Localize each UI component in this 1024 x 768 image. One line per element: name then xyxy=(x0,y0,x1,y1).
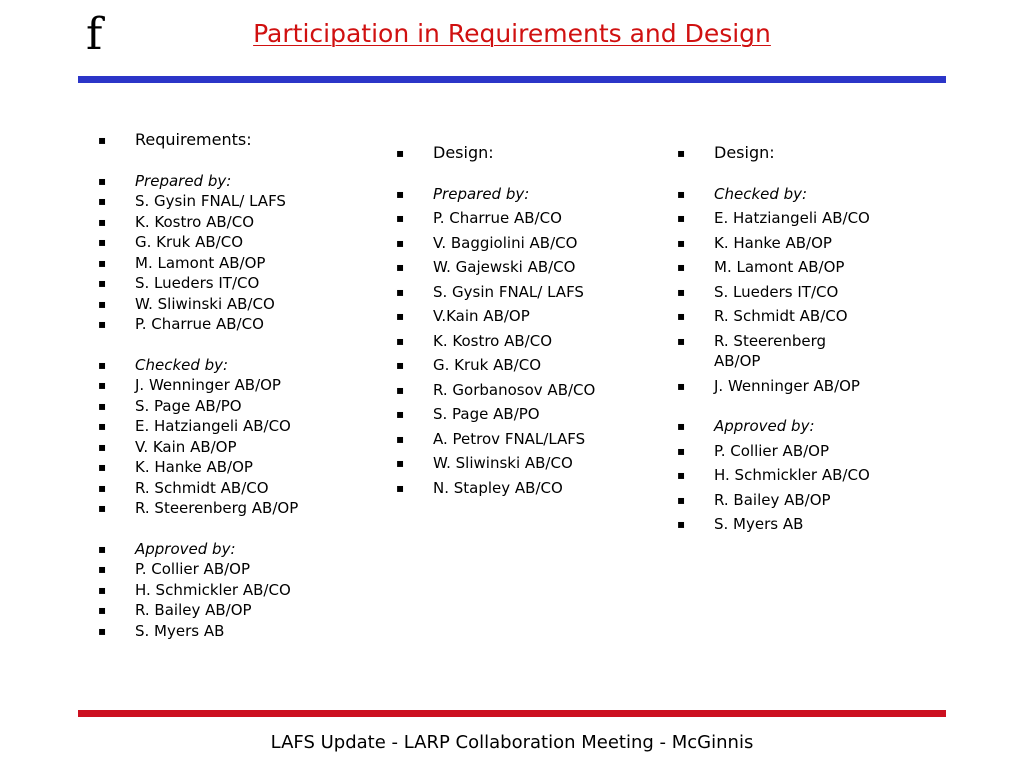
list-item: ▪ S. Lueders IT/CO xyxy=(98,273,358,294)
column-heading: ▪ Design: xyxy=(396,143,656,164)
group-label: ▪ Approved by: xyxy=(98,539,358,560)
list-item: ▪ H. Schmickler AB/CO xyxy=(677,465,917,486)
list-item: ▪ S. Page AB/PO xyxy=(396,404,656,425)
group-label: ▪ Prepared by: xyxy=(396,184,656,205)
list-item: ▪ K. Hanke AB/OP xyxy=(98,457,358,478)
list-item: ▪ R. Steerenberg AB/OP xyxy=(98,498,358,519)
list-item: ▪ J. Wenninger AB/OP xyxy=(677,376,917,397)
list-item: ▪ M. Lamont AB/OP xyxy=(98,253,358,274)
bottom-divider xyxy=(78,710,946,717)
footer-text: LAFS Update - LARP Collaboration Meeting - McGinnis xyxy=(270,732,754,753)
slide-title: Participation in Requirements and Design xyxy=(253,19,771,48)
column-heading: ▪ Design: xyxy=(677,143,917,164)
list-item: ▪ W. Sliwinski AB/CO xyxy=(396,453,656,474)
list-item: ▪ V. Kain AB/OP xyxy=(98,437,358,458)
list-item: ▪ S. Myers AB xyxy=(98,621,358,642)
column-heading: ▪ Requirements: xyxy=(98,130,358,151)
list-item: ▪ R. Gorbanosov AB/CO xyxy=(396,380,656,401)
requirements-column xyxy=(98,130,358,641)
list-item: ▪ K. Kostro AB/CO xyxy=(98,212,358,233)
list-item: ▪ W. Gajewski AB/CO xyxy=(396,257,656,278)
top-divider xyxy=(78,76,946,83)
list-item: ▪ S. Gysin FNAL/ LAFS xyxy=(98,191,358,212)
list-item: ▪ K. Hanke AB/OP xyxy=(677,233,917,254)
list-item: ▪ P. Collier AB/OP xyxy=(98,559,358,580)
design-checked-column xyxy=(677,143,917,539)
list-item: ▪ G. Kruk AB/CO xyxy=(98,232,358,253)
list-item: ▪ H. Schmickler AB/CO xyxy=(98,580,358,601)
list-item: ▪ S. Page AB/PO xyxy=(98,396,358,417)
group-label: ▪ Checked by: xyxy=(98,355,358,376)
list-item: ▪ R. Bailey AB/OP xyxy=(98,600,358,621)
list-item: ▪ W. Sliwinski AB/CO xyxy=(98,294,358,315)
list-item: ▪ R. Bailey AB/OP xyxy=(677,490,917,511)
list-item: ▪ V.Kain AB/OP xyxy=(396,306,656,327)
list-item: ▪ R. Schmidt AB/CO xyxy=(98,478,358,499)
list-item: ▪ V. Baggiolini AB/CO xyxy=(396,233,656,254)
list-item: ▪ M. Lamont AB/OP xyxy=(677,257,917,278)
list-item: ▪ K. Kostro AB/CO xyxy=(396,331,656,352)
list-item: ▪ P. Charrue AB/CO xyxy=(98,314,358,335)
logo-f: f xyxy=(86,9,103,60)
list-item: ▪ S. Gysin FNAL/ LAFS xyxy=(396,282,656,303)
list-item: ▪ R. Schmidt AB/CO xyxy=(677,306,917,327)
list-item: ▪ A. Petrov FNAL/LAFS xyxy=(396,429,656,450)
group-label: ▪ Checked by: xyxy=(677,184,917,205)
list-item: ▪ G. Kruk AB/CO xyxy=(396,355,656,376)
group-label: ▪ Approved by: xyxy=(677,416,917,437)
list-item: ▪ S. Lueders IT/CO xyxy=(677,282,917,303)
list-item: ▪ P. Charrue AB/CO xyxy=(396,208,656,229)
group-label: ▪ Prepared by: xyxy=(98,171,358,192)
list-item: ▪ R. Steerenberg AB/OP xyxy=(677,331,864,372)
list-item: ▪ S. Myers AB xyxy=(677,514,917,535)
design-prepared-column xyxy=(396,143,656,502)
list-item: ▪ E. Hatziangeli AB/CO xyxy=(677,208,917,229)
list-item: ▪ N. Stapley AB/CO xyxy=(396,478,656,499)
list-item: ▪ J. Wenninger AB/OP xyxy=(98,375,358,396)
list-item: ▪ P. Collier AB/OP xyxy=(677,441,917,462)
list-item: ▪ E. Hatziangeli AB/CO xyxy=(98,416,358,437)
